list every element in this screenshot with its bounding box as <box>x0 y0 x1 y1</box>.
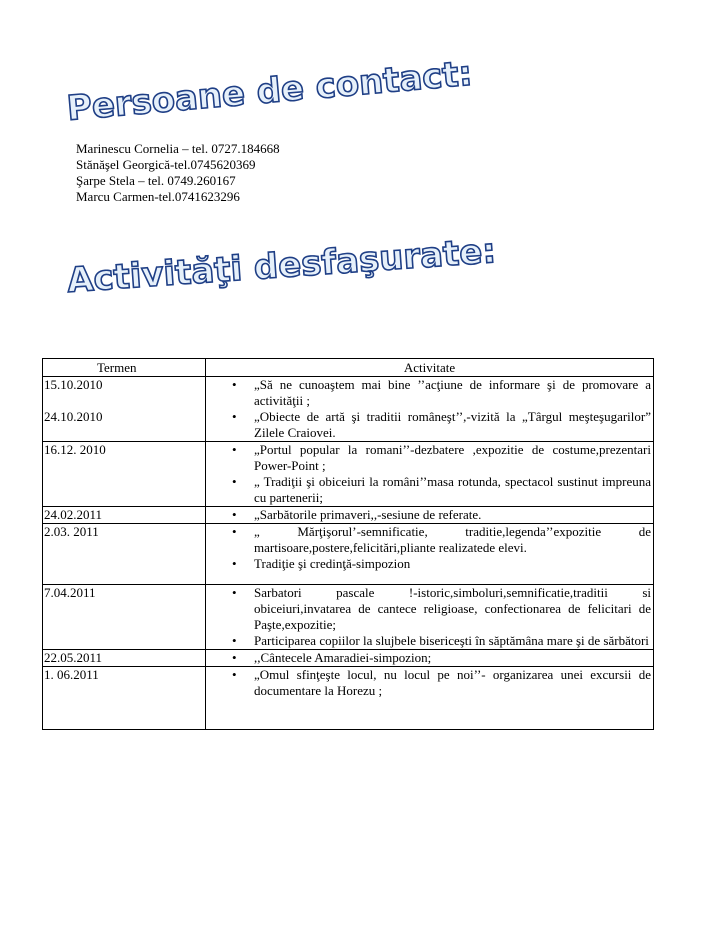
activity-text: „Să ne cunoaştem mai bine ’’acţiune de informare şi de promovare a activităţii ; <box>254 377 651 408</box>
term-date: 1. 06.2011 <box>44 667 99 682</box>
bullet-icon: • <box>232 650 237 665</box>
activity-cell <box>206 667 654 730</box>
activity-text: Sarbatori pascale !-istoric,simboluri,semnificatie,traditii si obiceiuri,invatarea de cantece religioase, confectionarea de felicitari de Paşte,expozitie; <box>254 585 651 632</box>
activities-table <box>42 358 654 730</box>
activity-item <box>206 442 651 474</box>
contacts-heading-text: Persoane de contact: <box>65 53 474 129</box>
term-cell <box>43 650 206 667</box>
activity-item <box>206 409 651 441</box>
activity-text: „Obiecte de artă şi traditii româneşt’’,-vizită la „Târgul meşteşugarilor” Zilele Craiovei. <box>254 409 651 440</box>
term-date: 2.03. 2011 <box>44 524 99 539</box>
activity-item <box>206 524 651 556</box>
activity-text: „Sarbătorile primaveri,,-sesiune de referate. <box>254 507 482 522</box>
table-row <box>43 507 654 524</box>
contacts-heading <box>60 53 474 142</box>
table-row <box>43 442 654 507</box>
activity-cell <box>206 524 654 585</box>
bullet-icon: • <box>232 442 237 457</box>
bullet-icon: • <box>232 556 237 571</box>
table-row <box>43 377 654 442</box>
activity-item <box>206 556 651 572</box>
activity-cell <box>206 442 654 507</box>
table-row <box>43 650 654 667</box>
term-date: 16.12. 2010 <box>44 442 106 457</box>
activity-item <box>206 585 651 633</box>
bullet-icon: • <box>232 507 237 522</box>
bullet-icon: • <box>232 377 237 392</box>
contact-list <box>76 141 280 205</box>
bullet-icon: • <box>232 633 237 648</box>
term-date: 24.02.2011 <box>44 507 103 522</box>
term-spacer <box>44 393 205 409</box>
activity-item <box>206 377 651 409</box>
term-date: 22.05.2011 <box>44 650 103 665</box>
activity-cell <box>206 507 654 524</box>
table-row <box>43 667 654 730</box>
activity-item <box>206 633 651 649</box>
activities-heading <box>60 230 498 310</box>
term-cell <box>43 585 206 650</box>
contact-line: Şarpe Stela – tel. 0749.260167 <box>76 173 236 188</box>
activity-item <box>206 667 651 699</box>
bullet-icon: • <box>232 474 237 489</box>
term-cell <box>43 507 206 524</box>
contact-line: Marcu Carmen-tel.0741623296 <box>76 189 240 204</box>
term-cell <box>43 377 206 442</box>
activity-text: Participarea copiilor la slujbele bisericeşti în săptămâna mare şi de sărbători <box>254 633 649 648</box>
table-header-row <box>43 359 654 377</box>
activities-heading-text: Activităţi desfaşurate: <box>65 231 498 301</box>
activity-text: „Portul popular la romani’’-dezbatere ,expozitie de costume,prezentari Power-Point ; <box>254 442 651 473</box>
bullet-icon: • <box>232 524 237 539</box>
activity-text: „ Tradiţii şi obiceiuri la români’’masa rotunda, spectacol sustinut impreuna cu partenerii; <box>254 474 651 505</box>
term-cell <box>43 442 206 507</box>
activity-item <box>206 650 651 666</box>
table-row <box>43 585 654 650</box>
bullet-icon: • <box>232 409 237 424</box>
activity-item <box>206 474 651 506</box>
contact-line: Marinescu Cornelia – tel. 0727.184668 <box>76 141 280 156</box>
activity-text: „ Mărţişorul’-semnificatie, traditie,legenda’’expozitie de martisoare,postere,felicitări,pliante realizatede elevi. <box>254 524 651 555</box>
table-row <box>43 524 654 585</box>
activity-text: ,,Cântecele Amaradiei-simpozion; <box>254 650 432 665</box>
term-date: 24.10.2010 <box>44 409 103 424</box>
activity-text: „Omul sfinţeşte locul, nu locul pe noi’’- organizarea unei excursii de documentare la Horezu ; <box>254 667 651 698</box>
activity-item <box>206 507 651 523</box>
activity-text: Tradiţie şi credinţă-simpozion <box>254 556 411 571</box>
bullet-icon: • <box>232 667 237 682</box>
column-header-activity: Activitate <box>206 359 654 377</box>
term-date: 7.04.2011 <box>44 585 96 600</box>
term-date: 15.10.2010 <box>44 377 103 392</box>
bullet-icon: • <box>232 585 237 600</box>
term-cell <box>43 524 206 585</box>
activity-cell <box>206 585 654 650</box>
column-header-term: Termen <box>43 359 206 377</box>
activity-cell <box>206 377 654 442</box>
contact-line: Stănăşel Georgică-tel.0745620369 <box>76 157 256 172</box>
activity-cell <box>206 650 654 667</box>
term-cell <box>43 667 206 730</box>
